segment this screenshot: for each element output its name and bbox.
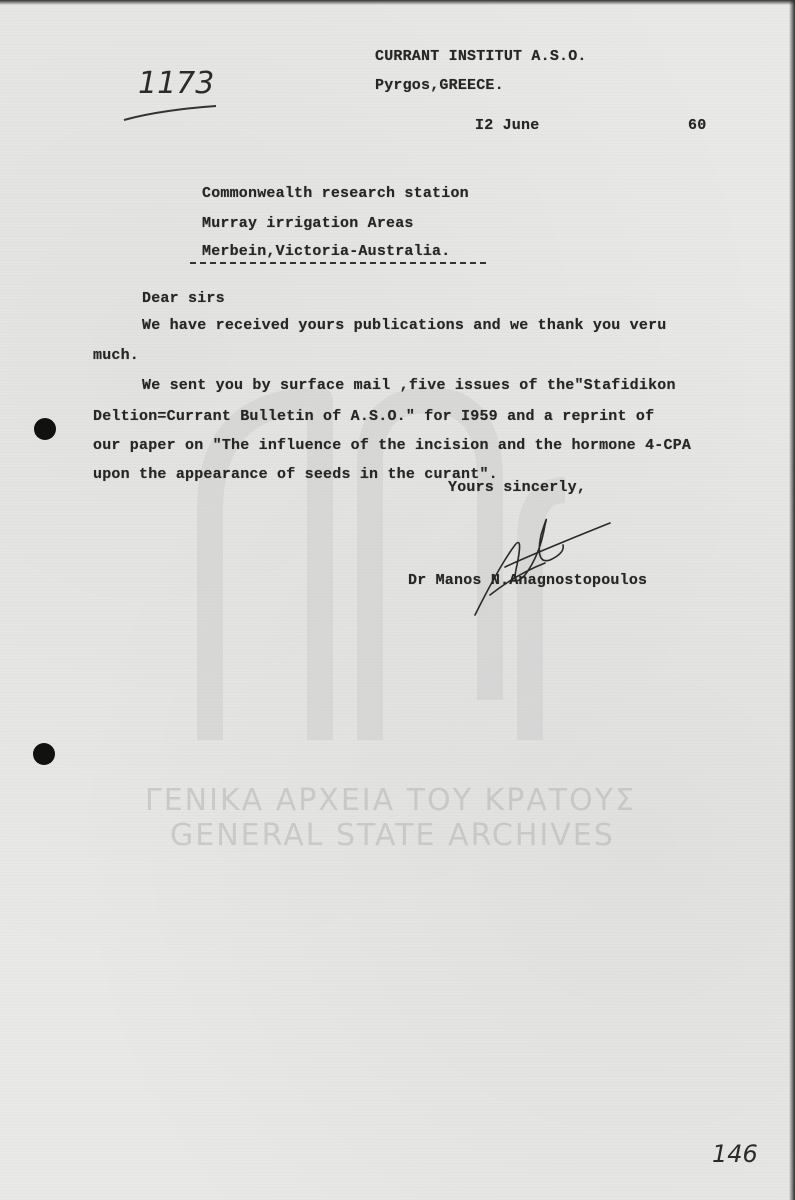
archive-number-underline xyxy=(120,100,220,126)
archive-number: 1173 xyxy=(138,66,215,101)
punch-hole-bottom xyxy=(33,743,55,765)
punch-hole-top xyxy=(34,418,56,440)
sender-line-2: Pyrgos,GREECE. xyxy=(375,77,504,94)
body-line-2: much. xyxy=(93,347,140,364)
body-line-1: We have received yours publications and we thank you veru xyxy=(142,317,667,334)
signature-name: Dr Manos N.Anagnostopoulos xyxy=(408,572,648,589)
closing: Yours sincerly, xyxy=(448,479,587,496)
watermark-english: GENERAL STATE ARCHIVES xyxy=(170,818,615,853)
date-year: 60 xyxy=(688,117,707,134)
body-line-5: our paper on "The influence of the incision and the hormone 4-CPA xyxy=(93,437,692,454)
body-line-4: Deltion=Currant Bulletin of A.S.O." for I959 and a reprint of xyxy=(93,408,655,425)
body-line-3: We sent you by surface mail ,five issues of the"Stafidikon xyxy=(142,377,676,394)
handwritten-signature xyxy=(445,505,625,625)
scan-edge-top xyxy=(0,0,795,5)
recipient-line-3: Merbein,Victoria-Australia. xyxy=(202,243,451,260)
body-line-6: upon the appearance of seeds in the curant". xyxy=(93,466,498,483)
salutation: Dear sirs xyxy=(142,290,225,307)
date-day-month: I2 June xyxy=(475,117,540,134)
sender-line-1: CURRANT INSTITUT A.S.O. xyxy=(375,48,587,65)
watermark-greek: ΓΕΝΙΚΑ ΑΡΧΕΙΑ ΤΟΥ ΚΡΑΤΟΥΣ xyxy=(145,783,637,818)
page-number: 146 xyxy=(712,1140,758,1168)
recipient-underline xyxy=(190,262,486,264)
scan-edge-right xyxy=(789,0,795,1200)
recipient-line-2: Murray irrigation Areas xyxy=(202,215,414,232)
recipient-line-1: Commonwealth research station xyxy=(202,185,469,202)
